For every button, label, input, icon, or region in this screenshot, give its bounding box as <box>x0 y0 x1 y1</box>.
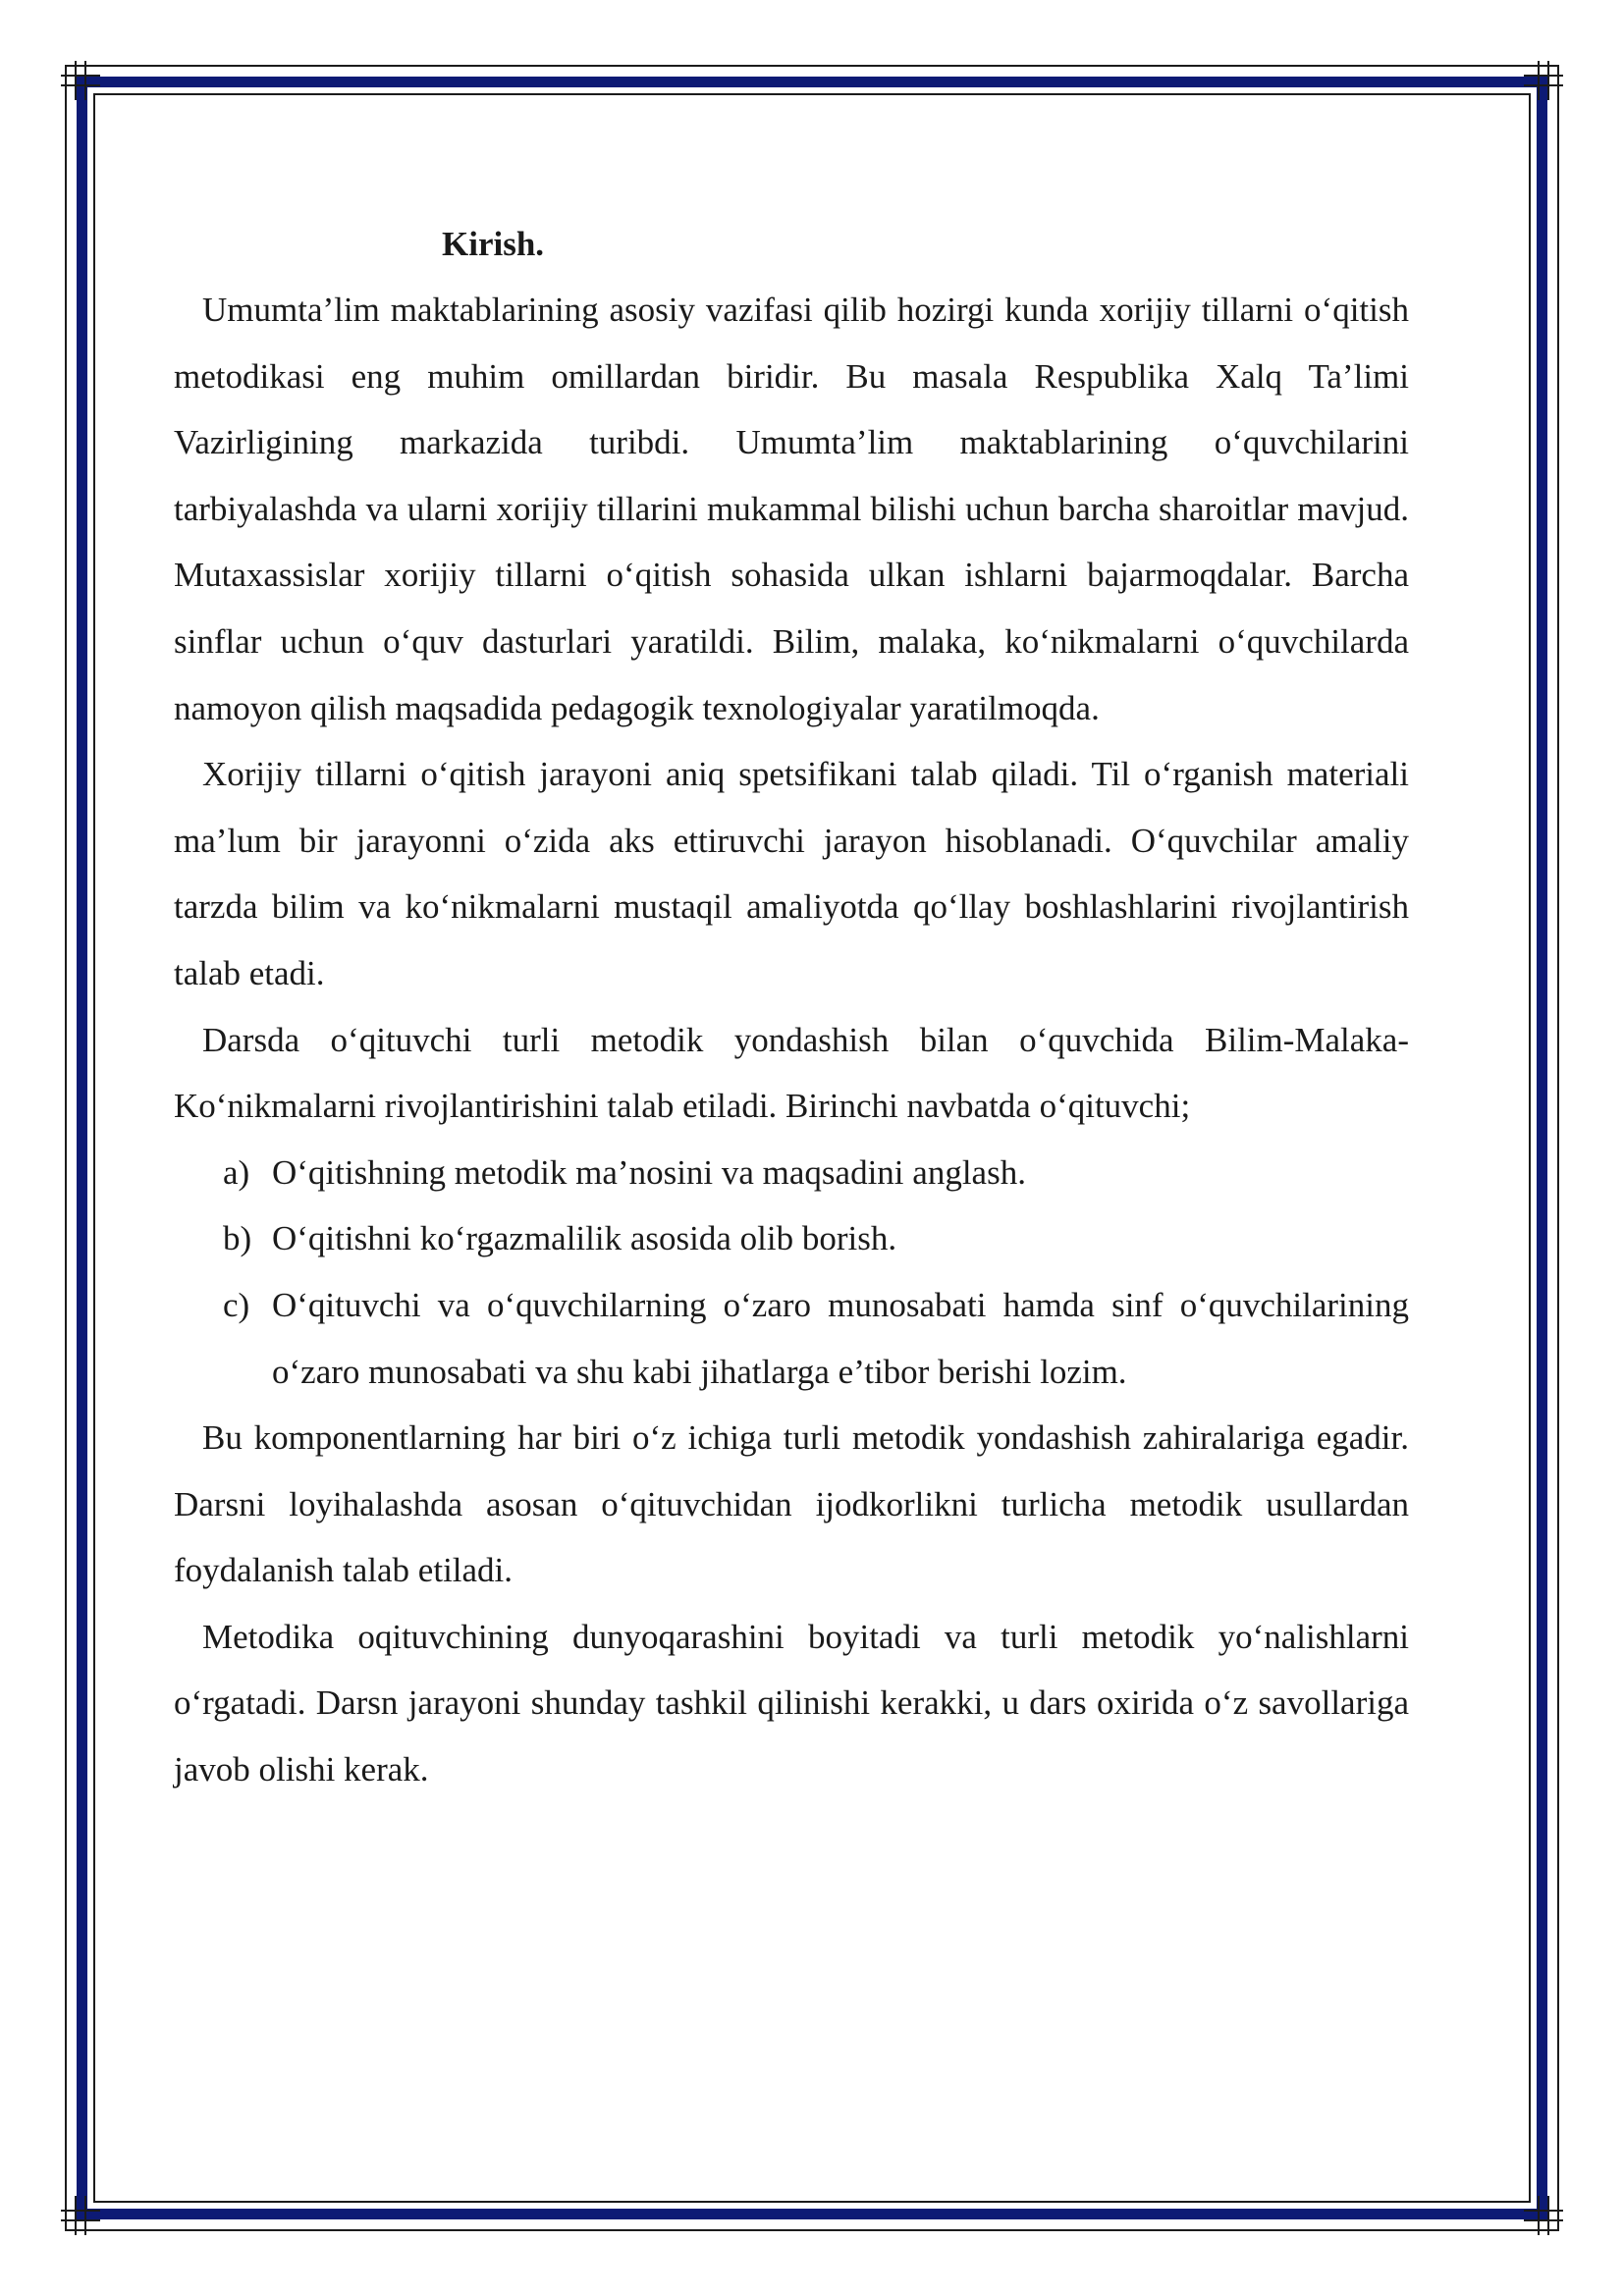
paragraph: Metodika oqituvchining dunyoqarashini boyitadi va turli metodik yo‘nalishlarni o‘rgatadi. Darsn jarayoni shunday tashkil qilinishi kerakki, u dars oxirida o‘z savollariga javob olishi kerak. <box>174 1617 1409 1789</box>
list-marker: c) <box>223 1285 250 1324</box>
paragraph: Xorijiy tillarni o‘qitish jarayoni aniq spetsifikani talab qiladi. Til o‘rganish materiali ma’lum bir jarayonni o‘zida aks ettiruvchi jarayon hisoblanadi. O‘quvchilar amaliy tarzda bilim va ko‘nikmalarni mustaqil amaliyotda qo‘llay boshlashlarini rivojlantirish talab etadi. <box>174 755 1409 992</box>
border-corner-ornament <box>1524 61 1563 100</box>
requirements-list <box>174 1140 1409 1405</box>
list-item <box>174 1272 1409 1405</box>
paragraph: Bu komponentlarning har biri o‘z ichiga turli metodik yondashish zahiralariga egadir. Darsni loyihalashda asosan o‘qituvchidan ijodkorlikni turlicha metodik usullardan foydalanish talab etiladi. <box>174 1418 1409 1590</box>
page-title: Kirish. <box>442 225 545 263</box>
border-corner-ornament <box>61 2196 100 2235</box>
list-marker: b) <box>223 1219 252 1258</box>
paragraph: Darsda o‘qituvchi turli metodik yondashish bilan o‘quvchida Bilim-Malaka- Ko‘nikmalarni rivojlantirishini talab etiladi. Birinchi navbatda o‘qituvchi; <box>174 1020 1409 1126</box>
paragraph: Umumta’lim maktablarining asosiy vazifasi qilib hozirgi kunda xorijiy tillarni o‘qitish metodikasi eng muhim omillardan biridir. Bu masala Respublika Xalq Ta’limi Vazirligining markazida turibdi. Umumta’lim maktablarining o‘quvchilarini tarbiyalashda va ularni xorijiy tillarini mukammal bilishi uchun barcha sharoitlar mavjud. Mutaxassislar xorijiy tillarni o‘qitish sohasida ulkan ishlarni bajarmoqdalar. Barcha sinflar uchun o‘quv dasturlari yaratildi. Bilim, malaka, ko‘nikmalarni o‘quvchilarda namoyon qilish maqsadida pedagogik texnologiyalar yaratilmoqda. <box>174 291 1409 727</box>
document-body <box>174 277 1409 1803</box>
list-item <box>174 1205 1409 1272</box>
border-corner-ornament <box>61 61 100 100</box>
list-item <box>174 1140 1409 1206</box>
list-marker: a) <box>223 1152 250 1192</box>
list-item-text: O‘qituvchi va o‘quvchilarning o‘zaro munosabati hamda sinf o‘quvchilarining o‘zaro munosabati va shu kabi jihatlarga e’tibor berishi lozim. <box>272 1285 1409 1391</box>
list-item-text: O‘qitishni ko‘rgazmalilik asosida olib borish. <box>272 1219 897 1258</box>
list-item-text: O‘qitishning metodik ma’nosini va maqsadini anglash. <box>272 1152 1026 1192</box>
border-corner-ornament <box>1524 2196 1563 2235</box>
